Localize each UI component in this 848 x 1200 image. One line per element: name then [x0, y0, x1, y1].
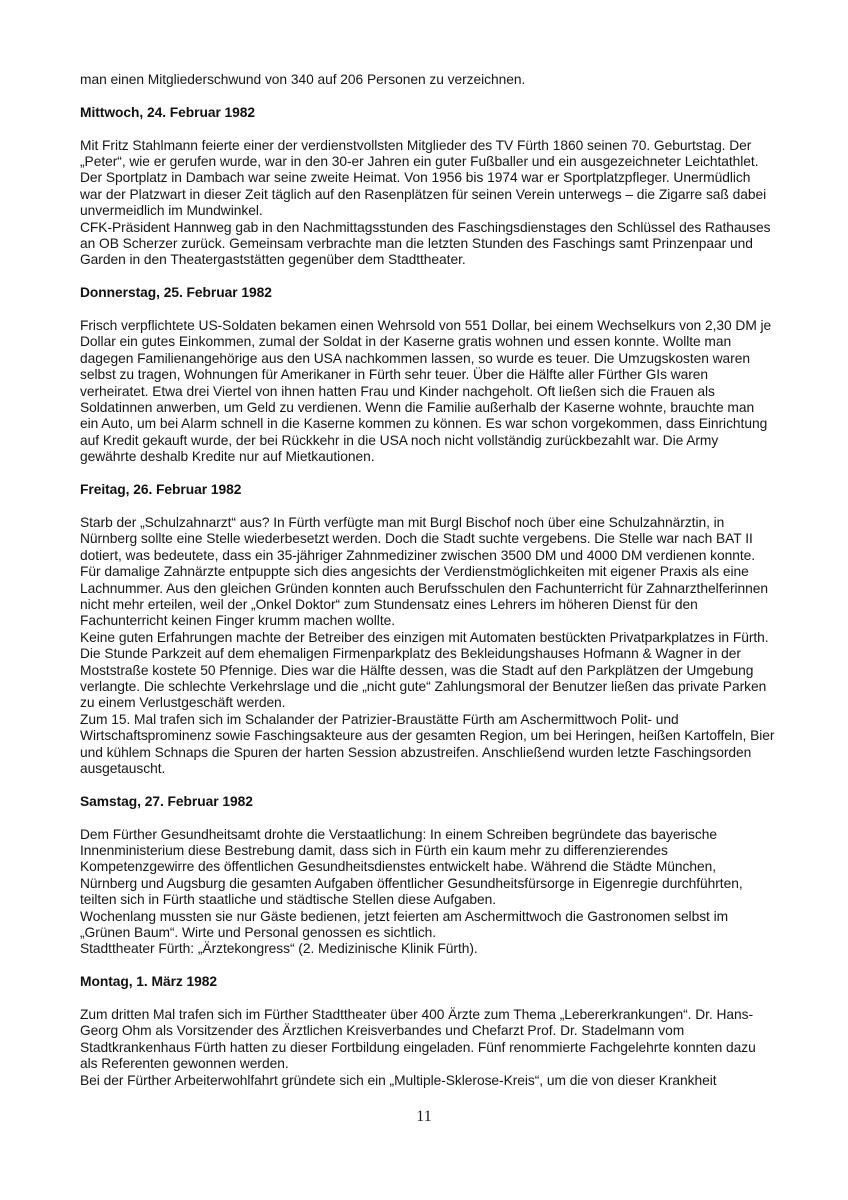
page-content	[80, 72, 776, 1089]
paragraph: Keine guten Erfahrungen machte der Betreiber des einzigen mit Automaten bestückten Privatparkplatzes in Fürth. Die Stunde Parkzeit auf dem ehemaligen Firmenparkplatz des Bekleidungshauses Hofmann & Wagner in der Moststraße kostete 50 Pfennige. Dies war die Hälfte dessen, was die Stadt auf den Parkplätzen der Umgebung verlangte. Die schlechte Verkehrslage und die „nicht gute“ Zahlungsmoral der Benutzer ließen das private Parken zu einem Verlustgeschäft werden.	[80, 629, 769, 711]
entry-heading-mittwoch: Mittwoch, 24. Februar 1982	[80, 104, 256, 120]
paragraph: Starb der „Schulzahnarzt“ aus? In Fürth verfügte man mit Burgl Bischof noch über eine Schulzahnärztin, in Nürnberg sollte eine Stelle wiederbesetzt werden. Doch die Stadt suchte vergebens. Die Stelle war nach BAT II dotiert, was bedeutete, dass ein 35-jähriger Zahnmediziner zwischen 3500 DM und 4000 DM verdienen konnte. Für damalige Zahnärzte entpuppte sich dies angesichts der Verdienstmöglichkeiten mit eigener Praxis als eine Lachnummer. Aus den gleichen Gründen konnten auch Berufsschulen den Fachunterricht für Zahnarzthelferinnen nicht mehr erteilen, weil der „Onkel Doktor“ zum Stundensatz eines Lehrers im höheren Dienst für den Fachunterricht keinen Finger krumm machen wollte.	[80, 514, 769, 629]
paragraph: Zum 15. Mal trafen sich im Schalander der Patrizier-Braustätte Fürth am Aschermittwoch Polit- und Wirtschaftsprominenz sowie Faschingsakteure aus der gesamten Region, um bei Heringen, heißen Kartoffeln, Bier und kühlem Schnaps die Spuren der harten Session abzustreifen. Anschließend wurden letzte Faschingsorden ausgetauscht.	[80, 711, 775, 776]
paragraph: Zum dritten Mal trafen sich im Fürther Stadttheater über 400 Ärzte zum Thema „Lebererkrankungen“. Dr. Hans-Georg Ohm als Vorsitzender des Ärztlichen Kreisverbandes und Chefarzt Prof. Dr. Stadelmann vom Stadtkrankenhaus Fürth hatten zu dieser Fortbildung eingeladen. Fünf renommierte Fachgelehrte konnten dazu als Referenten gewonnen werden.	[80, 1007, 756, 1072]
entry-heading-montag: Montag, 1. März 1982	[80, 974, 218, 990]
paragraph: Mit Fritz Stahlmann feierte einer der verdienstvollsten Mitglieder des TV Fürth 1860 seinen 70. Geburtstag. Der „Peter“, wie er gerufen wurde, war in den 30-er Jahren ein guter Fußballer und ein ausgezeichneter Leichtathlet. Der Sportplatz in Dambach war seine zweite Heimat. Von 1956 bis 1974 war er Sportplatzpfleger. Unermüdlich war der Platzwart in dieser Zeit täglich auf den Rasenplätzen für seinen Verein unterwegs – die Zigarre saß dabei unvermeidlich im Mundwinkel.	[80, 137, 767, 219]
paragraph: Wochenlang mussten sie nur Gäste bedienen, jetzt feierten am Aschermittwoch die Gastronomen selbst im „Grünen Baum“. Wirte und Personal genossen es sichtlich.	[80, 908, 729, 940]
page-number: 11	[416, 1108, 432, 1125]
entry-heading-freitag: Freitag, 26. Februar 1982	[80, 482, 242, 498]
paragraph: CFK-Präsident Hannweg gab in den Nachmittagsstunden des Faschingsdienstages den Schlüssel des Rathauses an OB Scherzer zurück. Gemeinsam verbrachte man die letzten Stunden des Faschings samt Prinzenpaar und Garden in den Theatergaststätten gegenüber dem Stadttheater.	[80, 219, 771, 268]
paragraph: Stadttheater Fürth: „Ärztekongress“ (2. Medizinische Klinik Fürth).	[80, 941, 478, 957]
entry-heading-donnerstag: Donnerstag, 25. Februar 1982	[80, 285, 272, 301]
intro-paragraph: man einen Mitgliederschwund von 340 auf 206 Personen zu verzeichnen.	[80, 72, 526, 87]
paragraph: Bei der Fürther Arbeiterwohlfahrt gründete sich ein „Multiple-Sklerose-Kreis“, um die von dieser Krankheit	[80, 1072, 717, 1088]
entry-heading-samstag: Samstag, 27. Februar 1982	[80, 793, 253, 809]
paragraph: Frisch verpflichtete US-Soldaten bekamen einen Wehrsold von 551 Dollar, bei einem Wechselkurs von 2,30 DM je Dollar ein gutes Einkommen, zumal der Soldat in der Kaserne gratis wohnen und essen konnte. Wollte man dagegen Familienangehörige aus den USA nachkommen lassen, so wurde es teuer. Die Umzugskosten waren selbst zu tragen, Wohnungen für Amerikaner in Fürth sehr teuer. Über die Hälfte aller Fürther GIs waren verheiratet. Etwa drei Viertel von ihnen hatten Frau und Kinder nachgeholt. Oft ließen sich die Frauen als Soldatinnen anwerben, um Geld zu verdienen. Wenn die Familie außerhalb der Kaserne wohnte, brauchte man ein Auto, um bei Alarm schnell in die Kaserne kommen zu können. Es war schon vorgekommen, dass Einrichtung auf Kredit gekauft wurde, der bei Rückkehr in die USA noch nicht vollständig zurückbezahlt war. Die Army gewährte deshalb Kredite nur auf Mietkautionen.	[80, 318, 772, 465]
paragraph: Dem Fürther Gesundheitsamt drohte die Verstaatlichung: In einem Schreiben begründete das bayerische Innenministerium diese Bestrebung damit, dass sich in Fürth ein kaum mehr zu differenzierendes Kompetenzgewirre des öffentlichen Gesundheitsdienstes entwickelt habe. Während die Städte München, Nürnberg und Augsburg die gesamten Aufgaben öffentlicher Gesundheitsfürsorge in Eigenregie durchführten, teilten sich in Fürth staatliche und städtische Stellen diese Aufgaben.	[80, 826, 743, 908]
